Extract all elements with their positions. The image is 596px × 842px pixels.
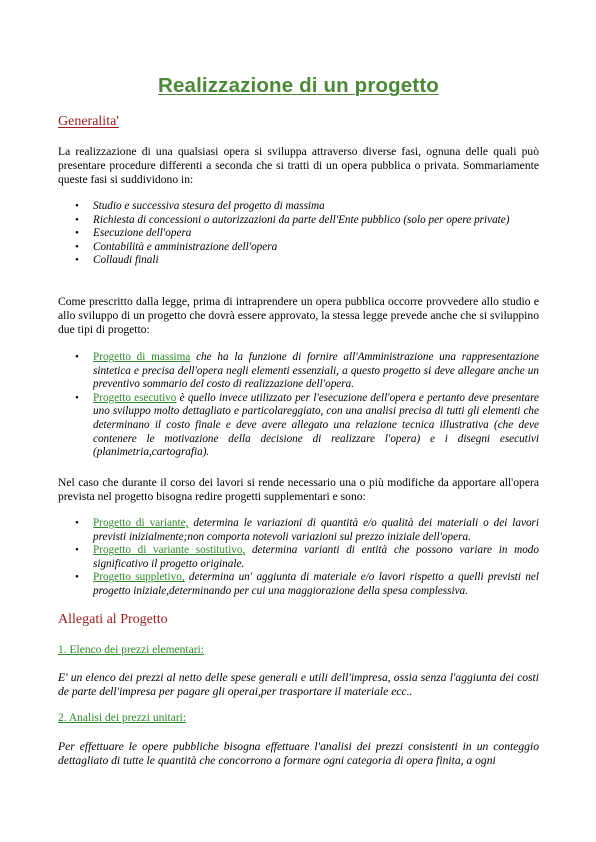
- elenco-prezzi-heading: 1. Elenco dei prezzi elementari:: [58, 644, 204, 656]
- list-item: • Studio e successiva stesura del progetto di massima: [58, 200, 539, 214]
- list-item: • Contabilità e amministrazione dell'opera: [58, 241, 539, 255]
- list-item-text: che ha la funzione di fornire all'Amministrazione una rappresentazione sintetica e precisa dell'opera negli elementi essenziali, a questo progetto si deve allegare anche un preventivo sommario del costo di realizzazione dell'opera.: [93, 351, 539, 391]
- legge-paragraph: Come prescritto dalla legge, prima di intraprendere un opera pubblica occorre provvedere allo studio e allo sviluppo di un progetto che dovrà essere approvato, la stessa legge prevede anche che si sviluppino due tipi di progetto:: [58, 295, 539, 337]
- list-item: [58, 544, 539, 571]
- page-title: Realizzazione di un progetto: [158, 74, 439, 97]
- list-item-text: determina le variazioni di quantità e/o qualità dei materiali o dei lavori previsti inizialmente;non comporta notevoli variazioni sul prezzo iniziale dell'opera.: [93, 517, 540, 543]
- list-item: [58, 392, 539, 460]
- link-progetto-di-variante[interactable]: Progetto di variante,: [93, 517, 189, 529]
- link-progetto-di-variante-sostitutivo[interactable]: Progetto di variante sostitutivo,: [93, 544, 246, 557]
- list-item: [58, 517, 539, 544]
- link-progetto-suppletivo[interactable]: Progetto suppletivo,: [93, 571, 185, 584]
- list-item-text: determina un' aggiunta di materiale e/o lavori rispetto a quelli previsti nel progetto iniziale,determinando per cui una maggiorazione della spesa complessiva.: [93, 571, 539, 597]
- supplementari-list: [58, 517, 539, 599]
- fasi-list: [58, 200, 539, 268]
- modifiche-paragraph: Nel caso che durante il corso dei lavori si rende necessario una o più modifiche da apportare all'opera prevista nel progetto bisogna redire progetti supplementari e sono:: [58, 476, 539, 504]
- generalita-heading: Generalita': [58, 114, 119, 129]
- analisi-prezzi-paragraph: Per effettuare le opere pubbliche bisogna effettuare l'analisi dei prezzi consistenti in un conteggio dettagliato di tutte le quantità che concorrono a formare ogni categoria di opera finita, a ogni: [58, 740, 539, 768]
- list-item: • Richiesta di concessioni o autorizzazioni da parte dell'Ente pubblico (solo per opere private): [58, 214, 539, 228]
- list-item: [58, 351, 539, 392]
- intro-paragraph: La realizzazione di una qualsiasi opera si sviluppa attraverso diverse fasi, ognuna delle quali può presentare procedure differenti a seconda che si tratti di un opera pubblica o privata. Sommariamente queste fasi si suddividono in:: [58, 145, 539, 187]
- list-item: • Esecuzione dell'opera: [58, 227, 539, 241]
- tipi-progetto-list: [58, 351, 539, 460]
- analisi-prezzi-heading: 2. Analisi dei prezzi unitari:: [58, 712, 187, 724]
- elenco-prezzi-paragraph: E' un elenco dei prezzi al netto delle spese generali e utili dell'impresa, ossia senza l'aggiunta dei costi de parte dell'impresa per pagare gli operai,per trasportare il materiale ecc..: [58, 671, 539, 699]
- link-progetto-esecutivo[interactable]: Progetto esecutivo: [93, 391, 177, 404]
- list-item-text: è quello invece utilizzato per l'esecuzione dell'opera e pertanto deve presentare uno sviluppo molto dettagliato e particolareggiato, con una analisi precisa di tutti gli elementi che determinano il costo finale e deve avere allegato una relazione tecnica illustrativa (che deve contenere le motivazione della decisione di realizzare l'opera) e i disegni esecutivi (planimetria,cartografia).: [93, 391, 539, 459]
- list-item-text: determina varianti di entità che possono variare in modo significativo il progetto originale.: [93, 544, 539, 570]
- allegati-heading: Allegati al Progetto: [58, 612, 168, 627]
- list-item: • Collaudi finali: [58, 254, 539, 268]
- link-progetto-di-massima[interactable]: Progetto di massima: [93, 351, 191, 363]
- list-item: [58, 571, 539, 598]
